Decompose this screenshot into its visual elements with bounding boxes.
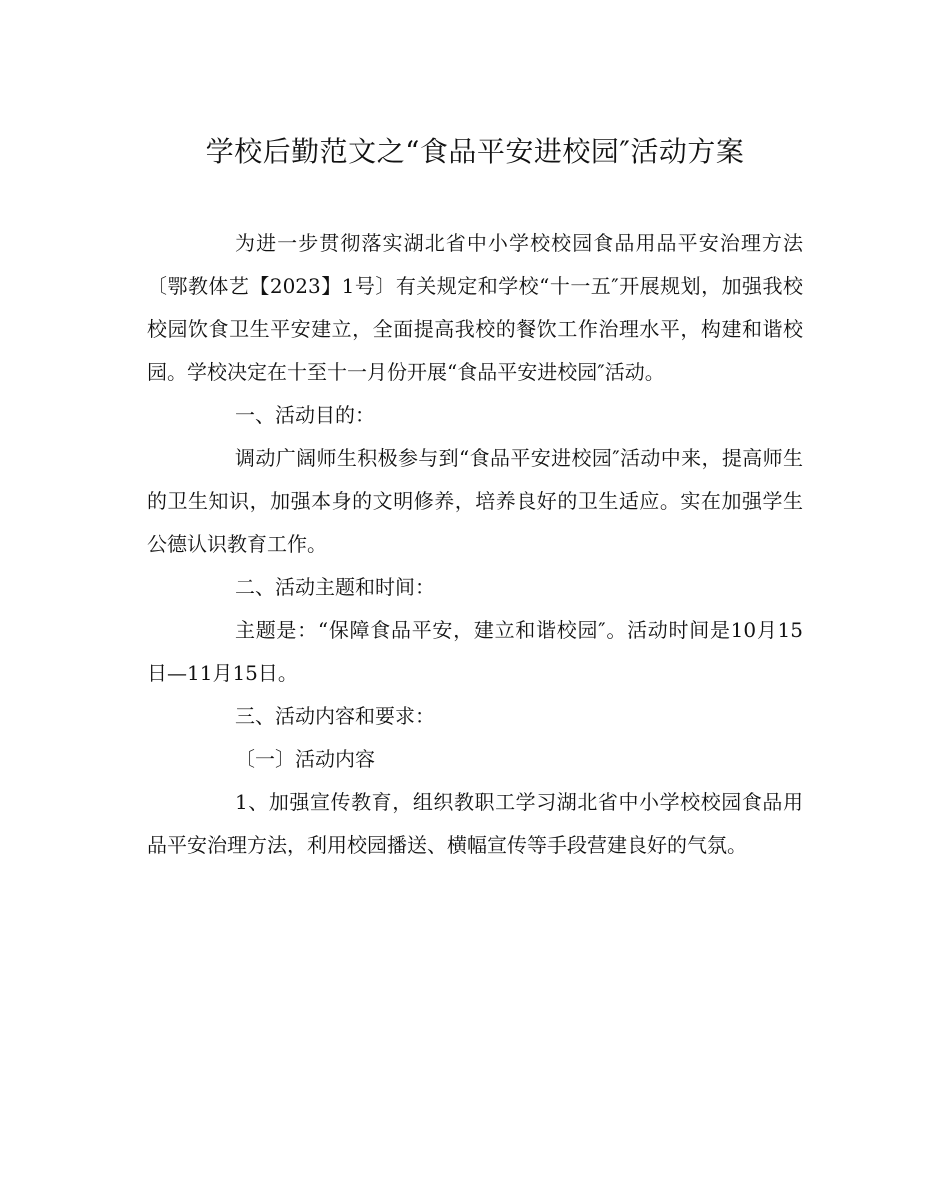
- paragraph-intro: 为进一步贯彻落实湖北省中小学校校园食品用品平安治理方法〔鄂教体艺【2023】1号〕有关规定和学校“十一五″开展规划，加强我校校园饮食卫生平安建立，全面提高我校的餐饮工作治理水平，构建和谐校园。学校决定在十至十一月份开展“食品平安进校园″活动。: [147, 231, 803, 384]
- paragraph-purpose: 调动广阔师生积极参与到“食品平安进校园″活动中来，提高师生的卫生知识，加强本身的文明修养，培养良好的卫生适应。实在加强学生公德认识教育工作。: [147, 446, 803, 556]
- subsection-heading-content: 〔一〕活动内容: [235, 747, 375, 771]
- document-title: 学校后勤范文之“食品平安进校园″活动方案: [205, 135, 745, 168]
- section-heading-purpose: 一、活动目的：: [235, 403, 375, 427]
- section-heading-theme-time: 二、活动主题和时间：: [235, 575, 435, 599]
- document-body: [147, 222, 803, 867]
- section-heading-content-requirements: 三、活动内容和要求：: [235, 704, 435, 728]
- paragraph-content-item-1: 1、加强宣传教育，组织教职工学习湖北省中小学校校园食品用品平安治理方法，利用校园播送、横幅宣传等手段营建良好的气氛。: [147, 790, 803, 857]
- paragraph-theme-time: 主题是：“保障食品平安，建立和谐校园″。活动时间是10月15日—11月15日。: [147, 618, 803, 685]
